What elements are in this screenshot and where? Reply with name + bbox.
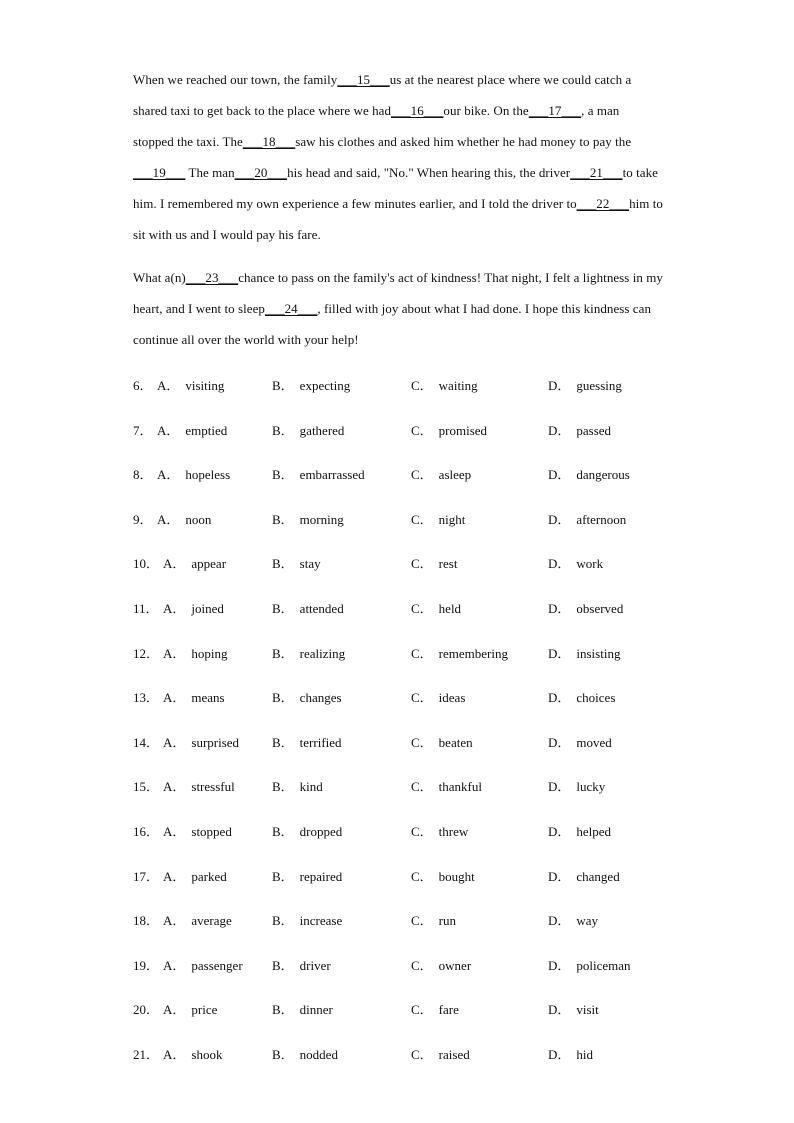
option-a (163, 955, 243, 974)
option-c (411, 375, 478, 394)
option-letter: C． (411, 868, 433, 884)
answer-blank: ___24___ (264, 301, 318, 316)
option-c (411, 821, 468, 840)
option-letter: B． (272, 734, 294, 750)
option-letter: C． (411, 957, 433, 973)
option-b (272, 1044, 338, 1063)
option-d (548, 999, 599, 1018)
option-a (163, 598, 224, 617)
option-letter: B． (272, 511, 294, 527)
option-letter: C． (411, 734, 433, 750)
option-letter: B． (272, 823, 294, 839)
option-letter: B． (272, 868, 294, 884)
option-text: repaired (299, 868, 343, 884)
option-letter: D． (548, 467, 571, 483)
option-text: stopped (191, 823, 232, 839)
option-d (548, 1044, 593, 1063)
option-text: embarrassed (299, 467, 365, 483)
option-c (411, 732, 473, 751)
option-text: price (191, 1002, 218, 1018)
option-text: asleep (438, 467, 472, 483)
option-c (411, 553, 457, 572)
option-a (163, 910, 232, 929)
option-b (272, 821, 342, 840)
question-number: 7． (133, 422, 153, 438)
option-text: ideas (438, 690, 466, 706)
option-d (548, 687, 615, 706)
option-d (548, 464, 630, 483)
option-text: bought (438, 868, 475, 884)
question-number: 8． (133, 467, 153, 483)
option-letter: B． (272, 422, 294, 438)
option-letter: C． (411, 645, 433, 661)
option-letter: A． (163, 913, 186, 929)
option-letter: D． (548, 868, 571, 884)
option-letter: B． (272, 378, 294, 393)
question-row (133, 993, 693, 1038)
option-letter: A． (163, 957, 186, 973)
option-b (272, 687, 342, 706)
option-d (548, 776, 605, 795)
option-letter: A． (163, 823, 186, 839)
answer-blank: ___23___ (185, 270, 239, 285)
option-text: hopeless (185, 467, 231, 483)
option-text: waiting (438, 378, 478, 393)
option-letter: D． (548, 645, 571, 661)
option-text: joined (191, 600, 224, 616)
option-letter: A． (163, 1002, 186, 1018)
passage-text: , filled with joy about what I had done. I hope this kindness can continue all over the world with your help! (133, 301, 651, 347)
passage-text: , a man stopped the taxi. The (133, 103, 620, 149)
question-row (133, 369, 693, 414)
option-text: noon (185, 511, 212, 527)
option-a (157, 509, 211, 528)
question-number: 14． (133, 734, 160, 750)
question-number: 21． (133, 1046, 160, 1062)
passage-text: us at the nearest place where we could catch a shared taxi to get back to the place where we had (133, 72, 632, 118)
passage-paragraph-2 (133, 262, 663, 355)
option-letter: B． (272, 1046, 294, 1062)
option-text: driver (299, 957, 331, 973)
option-d (548, 553, 603, 572)
option-text: held (438, 600, 462, 616)
question-number: 17． (133, 868, 160, 884)
option-text: work (576, 556, 604, 572)
question-row (133, 592, 693, 637)
option-a (157, 420, 227, 439)
option-text: hoping (191, 645, 228, 661)
question-row (133, 860, 693, 905)
option-text: stay (299, 556, 321, 572)
option-letter: A． (163, 556, 186, 572)
option-d (548, 420, 611, 439)
option-d (548, 910, 598, 929)
option-text: dinner (299, 1002, 333, 1018)
option-letter: C． (411, 690, 433, 706)
option-letter: B． (272, 779, 294, 795)
option-text: choices (576, 690, 616, 706)
option-d (548, 821, 611, 840)
option-letter: A． (163, 868, 186, 884)
option-letter: A． (157, 422, 180, 438)
option-letter: D． (548, 690, 571, 706)
option-c (411, 643, 508, 662)
option-b (272, 420, 344, 439)
option-text: thankful (438, 779, 482, 795)
question-row (133, 949, 693, 994)
option-letter: C． (411, 779, 433, 795)
option-c (411, 687, 465, 706)
option-letter: D． (548, 913, 571, 929)
question-row (133, 458, 693, 503)
option-b (272, 553, 321, 572)
option-b (272, 776, 323, 795)
option-a (163, 643, 228, 662)
option-letter: A． (163, 645, 186, 661)
option-letter: A． (163, 690, 186, 706)
option-b (272, 509, 344, 528)
option-text: dangerous (576, 467, 630, 483)
option-text: owner (438, 957, 472, 973)
option-text: emptied (185, 422, 228, 438)
option-b (272, 866, 342, 885)
option-text: observed (576, 600, 624, 616)
option-text: insisting (576, 645, 621, 661)
option-a (163, 732, 239, 751)
option-d (548, 375, 622, 394)
option-a (157, 375, 224, 394)
option-text: policeman (576, 957, 631, 973)
option-text: afternoon (576, 511, 627, 527)
option-c (411, 509, 465, 528)
option-text: lucky (576, 779, 606, 795)
option-c (411, 866, 475, 885)
option-letter: D． (548, 1002, 571, 1018)
question-number: 9． (133, 511, 153, 527)
option-a (163, 999, 217, 1018)
option-letter: D． (548, 734, 571, 750)
option-b (272, 999, 333, 1018)
option-letter: B． (272, 913, 294, 929)
answer-blank: ___16___ (391, 103, 444, 118)
option-c (411, 464, 471, 483)
question-number: 15． (133, 779, 160, 795)
option-text: nodded (299, 1046, 338, 1062)
question-number: 13． (133, 690, 160, 706)
option-letter: A． (163, 734, 186, 750)
option-letter: A． (157, 467, 180, 483)
question-row (133, 681, 693, 726)
option-text: promised (438, 422, 488, 438)
option-text: parked (191, 868, 227, 884)
option-d (548, 643, 620, 662)
question-number: 6． (133, 378, 153, 393)
option-text: increase (299, 913, 343, 929)
option-letter: B． (272, 645, 294, 661)
option-letter: A． (163, 779, 186, 795)
passage-paragraph-1 (133, 64, 663, 250)
passage-text: What a(n) (133, 270, 186, 285)
option-letter: C． (411, 823, 433, 839)
question-row (133, 414, 693, 459)
option-letter: A． (163, 600, 186, 616)
passage-text: saw his clothes and asked him whether he had money to pay the (295, 134, 632, 149)
option-text: hid (576, 1046, 594, 1062)
option-a (163, 776, 235, 795)
answer-blank: ___18___ (242, 134, 296, 149)
question-row (133, 547, 693, 592)
option-letter: D． (548, 378, 571, 393)
option-text: changed (576, 868, 620, 884)
passage-text: When we reached our town, the family (133, 72, 338, 87)
question-row (133, 815, 693, 860)
option-letter: D． (548, 511, 571, 527)
answer-blank: ___22___ (576, 196, 630, 211)
option-letter: C． (411, 378, 433, 393)
question-number: 19． (133, 957, 160, 973)
option-text: threw (438, 823, 469, 839)
option-b (272, 375, 350, 394)
passage-text: him to sit with us and I would pay his fare. (133, 196, 663, 242)
option-a (163, 866, 227, 885)
option-d (548, 732, 612, 751)
option-text: kind (299, 779, 323, 795)
passage-text: chance to pass on the family's act of kindness! That night, I felt a lightness in my heart, and I went to sleep (133, 270, 663, 316)
option-c (411, 910, 456, 929)
option-b (272, 598, 344, 617)
option-text: passed (576, 422, 612, 438)
option-letter: C． (411, 600, 433, 616)
option-letter: D． (548, 823, 571, 839)
option-letter: D． (548, 556, 571, 572)
option-letter: C． (411, 913, 433, 929)
option-text: passenger (191, 957, 243, 973)
option-b (272, 732, 342, 751)
option-d (548, 509, 626, 528)
question-row (133, 770, 693, 815)
option-text: shook (191, 1046, 223, 1062)
option-c (411, 776, 482, 795)
option-text: fare (438, 1002, 459, 1018)
option-d (548, 866, 620, 885)
option-text: dropped (299, 823, 343, 839)
question-number: 18． (133, 913, 160, 929)
question-row (133, 726, 693, 771)
answer-blank: ___17___ (528, 103, 582, 118)
option-a (163, 821, 232, 840)
option-c (411, 999, 459, 1018)
option-text: visiting (185, 378, 225, 393)
option-letter: C． (411, 422, 433, 438)
option-text: helped (576, 823, 612, 839)
option-c (411, 955, 471, 974)
answer-blank: ___20___ (234, 165, 288, 180)
option-b (272, 910, 342, 929)
option-text: guessing (576, 378, 622, 393)
option-text: expecting (299, 378, 351, 393)
option-letter: B． (272, 690, 294, 706)
question-row (133, 503, 693, 548)
option-d (548, 598, 623, 617)
option-b (272, 955, 331, 974)
answer-blank: ___21___ (570, 165, 623, 180)
option-d (548, 955, 631, 974)
passage-text: The man (185, 165, 235, 180)
option-text: changes (299, 690, 342, 706)
cloze-passage (133, 64, 663, 355)
option-text: remembering (438, 645, 508, 661)
option-text: stressful (191, 779, 235, 795)
passage-text: to take him. I remembered my own experience a few minutes earlier, and I told the driver to (133, 165, 658, 211)
option-c (411, 1044, 470, 1063)
question-number: 11． (133, 600, 159, 616)
option-a (157, 464, 230, 483)
option-letter: C． (411, 1046, 433, 1062)
option-letter: D． (548, 779, 571, 795)
passage-text: his head and said, "No." When hearing this, the driver (287, 165, 571, 180)
option-c (411, 598, 461, 617)
option-letter: B． (272, 1002, 294, 1018)
option-text: attended (299, 600, 344, 616)
option-text: gathered (299, 422, 345, 438)
option-text: beaten (438, 734, 473, 750)
option-text: night (438, 511, 466, 527)
option-letter: A． (163, 1046, 186, 1062)
question-number: 16． (133, 823, 160, 839)
option-text: realizing (299, 645, 346, 661)
option-letter: B． (272, 600, 294, 616)
option-letter: B． (272, 957, 294, 973)
option-letter: A． (157, 378, 180, 393)
option-letter: D． (548, 422, 571, 438)
question-number: 12． (133, 645, 160, 661)
question-row (133, 1038, 693, 1083)
option-text: rest (438, 556, 458, 572)
question-number: 20． (133, 1002, 160, 1018)
option-b (272, 643, 345, 662)
option-letter: A． (157, 511, 180, 527)
option-letter: C． (411, 467, 433, 483)
option-c (411, 420, 487, 439)
question-row (133, 904, 693, 949)
question-row (133, 637, 693, 682)
option-text: raised (438, 1046, 470, 1062)
option-a (163, 553, 226, 572)
option-letter: C． (411, 1002, 433, 1018)
option-text: visit (576, 1002, 599, 1018)
option-letter: C． (411, 511, 433, 527)
option-letter: D． (548, 1046, 571, 1062)
option-text: moved (576, 734, 612, 750)
option-letter: C． (411, 556, 433, 572)
option-text: means (191, 690, 225, 706)
question-list (133, 369, 693, 1083)
passage-text: our bike. On the (443, 103, 529, 118)
answer-blank: ___19___ (133, 165, 186, 180)
option-text: terrified (299, 734, 342, 750)
option-text: surprised (191, 734, 240, 750)
option-a (163, 1044, 222, 1063)
option-a (163, 687, 225, 706)
option-text: appear (191, 556, 227, 572)
option-letter: D． (548, 600, 571, 616)
question-number: 10． (133, 556, 160, 572)
option-letter: D． (548, 957, 571, 973)
option-letter: B． (272, 467, 294, 483)
option-letter: B． (272, 556, 294, 572)
option-text: average (191, 913, 232, 929)
option-b (272, 464, 365, 483)
answer-blank: ___15___ (337, 72, 390, 87)
option-text: morning (299, 511, 344, 527)
option-text: way (576, 913, 599, 929)
option-text: run (438, 913, 457, 929)
